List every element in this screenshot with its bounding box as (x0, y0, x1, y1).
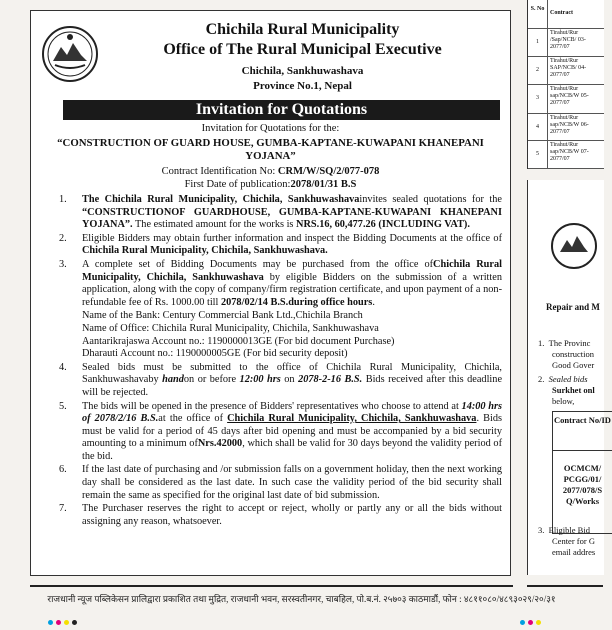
list-item: 2. Eligible Bidders may obtain further information and inspect the Bidding Documents at the office of Chichila Rural Municipality, Chichila, Sankhuwashava. (59, 232, 502, 257)
print-registration-marks (520, 612, 544, 618)
table-cell: OCMCM/ PCGG/01/ 2077/078/S Q/Works (552, 450, 612, 534)
contract-id-line: Contract Identification No: CRM/W/SQ/2/077-078 (161, 166, 380, 177)
bank-name: Name of the Bank: Century Commercial Bank Ltd.,Chichila Branch (82, 310, 363, 322)
list-item: 3. A complete set of Bidding Documents may be purchased from the office ofChichila Rural Municipality, Chichila, Sankhuwashava by eligible Bidders on the submission of a written application, along with the copy of company/firm registration certificate, and upon payment of a non-refundable fee of Rs. 1000.00 till 2078/02/14 B.S.during office hours. (59, 258, 502, 308)
print-registration-marks (48, 612, 80, 618)
office-name: Office of The Rural Municipal Executive (163, 41, 442, 58)
table-header: Contract No/ID (552, 411, 612, 451)
list-item: 1. The Chichila Rural Municipality, Chichila, Sankhuwashavainvites sealed quotations for the “CONSTRUCTIONOF GUARDHOUSE, GUMBA-KAPTANE-KUWAPANI KHANEPANI YOJANA”. The estimated amount for the works is NRS.16, 60,477.26 (INCLUDING VAT). (59, 194, 502, 231)
list-item: 4. Sealed bids must be submitted to the office of Chichila Rural Municipality, Chichila, Sankhuwashavaby handon or before 12:00 hrs on 2078-2-16 B.S. Bids received after this deadline will be rejected. (59, 361, 503, 398)
bank-account-purchase: Aantarikrajaswa Account no.: 1190000013GE (For bid document Purchase) (82, 335, 395, 347)
header-sn: S. No (528, 0, 548, 28)
table-row: 1 Tirahut/Rur /Sap/NCB/ 03-2077/07 (528, 29, 604, 57)
table-row: 3 Tirahut/Rur sap/NCB/W 05-2077/07 (528, 85, 604, 114)
terms-list (37, 194, 502, 529)
bank-office: Name of Office: Chichila Rural Municipality, Chichila, Sankhuwashava (82, 322, 379, 334)
table-header-row (528, 0, 604, 29)
paragraph-3: 3. Eligible Bid Center for G email addres (538, 525, 596, 557)
nepal-emblem-icon (41, 25, 99, 83)
intro-line: Invitation for Quotations for the: (201, 123, 340, 134)
adjacent-notice-2 (527, 180, 611, 575)
table-row: 5 Tirahut/Rur sap/NCB/W 07-2077/07 (528, 141, 604, 169)
org-address: Chichila, Sankhuwashava (241, 65, 364, 77)
header-contract: Contract (550, 10, 573, 16)
table-row: 2 Tirahut/Rur SAP/NCB/ 04-2077/07 (528, 57, 604, 85)
org-name: Chichila Rural Municipality (205, 21, 400, 38)
paragraph-2: 2. Sealed bids Surkhet onl below, (538, 374, 595, 406)
table-row: 4 Tirahut/Rur sap/NCB/W 06-2077/07 (528, 114, 604, 141)
bank-account-security: Dharauti Account no.: 1190000005GE (For bid security deposit) (82, 348, 348, 360)
province: Province No.1, Nepal (253, 80, 352, 92)
adjacent-notice-table (527, 0, 604, 169)
publication-date-line: First Date of publication:2078/01/31 B.S (184, 179, 357, 190)
project-subject: “CONSTRUCTION OF GUARD HOUSE, GUMBA-KAPTANE-KUWAPANI KHANEPANI YOJANA” (57, 137, 484, 162)
publisher-footer: राजधानी न्यूज पब्लिकेसन प्रालिद्वारा प्रकाशित तथा मुद्रित, राजधानी भवन, सरस्वतीनगर, चाबहिल, पो.ब.नं. २५७०३ काठमाडौं, फोन : ४८११०८०/४८९३०२९/२०/३१ (47, 594, 556, 604)
bank-details (37, 310, 502, 360)
list-item: 5. The bids will be opened in the presence of Bidders' representatives who choose to attend at 14:00 hrs of 2078/2/16 B.S.at the office of Chichila Rural Municipality, Chichila, Sankhuwashava. Bids must be valid for a period of 45 days after bid opening and must be accompanied by a bid security amounting to a minimum ofNrs.42000, which shall be valid for 30 days beyond the validity period of the bid. (59, 400, 503, 462)
divider-line (527, 585, 603, 587)
paragraph-1: 1. The Provinc construction Good Gover (538, 338, 595, 370)
list-item: 6. If the last date of purchasing and /or submission falls on a government holiday, then the next working day shall be considered as the last date. In such case the validity period of the bid security shall remain the same as specified for the original last date of bid submission. (59, 464, 502, 501)
emblem-icon (550, 222, 598, 270)
notice-banner: Invitation for Quotations (63, 100, 500, 120)
notice-title: Repair and M (546, 302, 600, 312)
divider-line (30, 585, 513, 587)
quotation-notice (30, 10, 511, 576)
list-item: 7. The Purchaser reserves the right to accept or reject, wholly or partly any or all the bids without assigning any reason, whatsoever. (59, 503, 502, 527)
